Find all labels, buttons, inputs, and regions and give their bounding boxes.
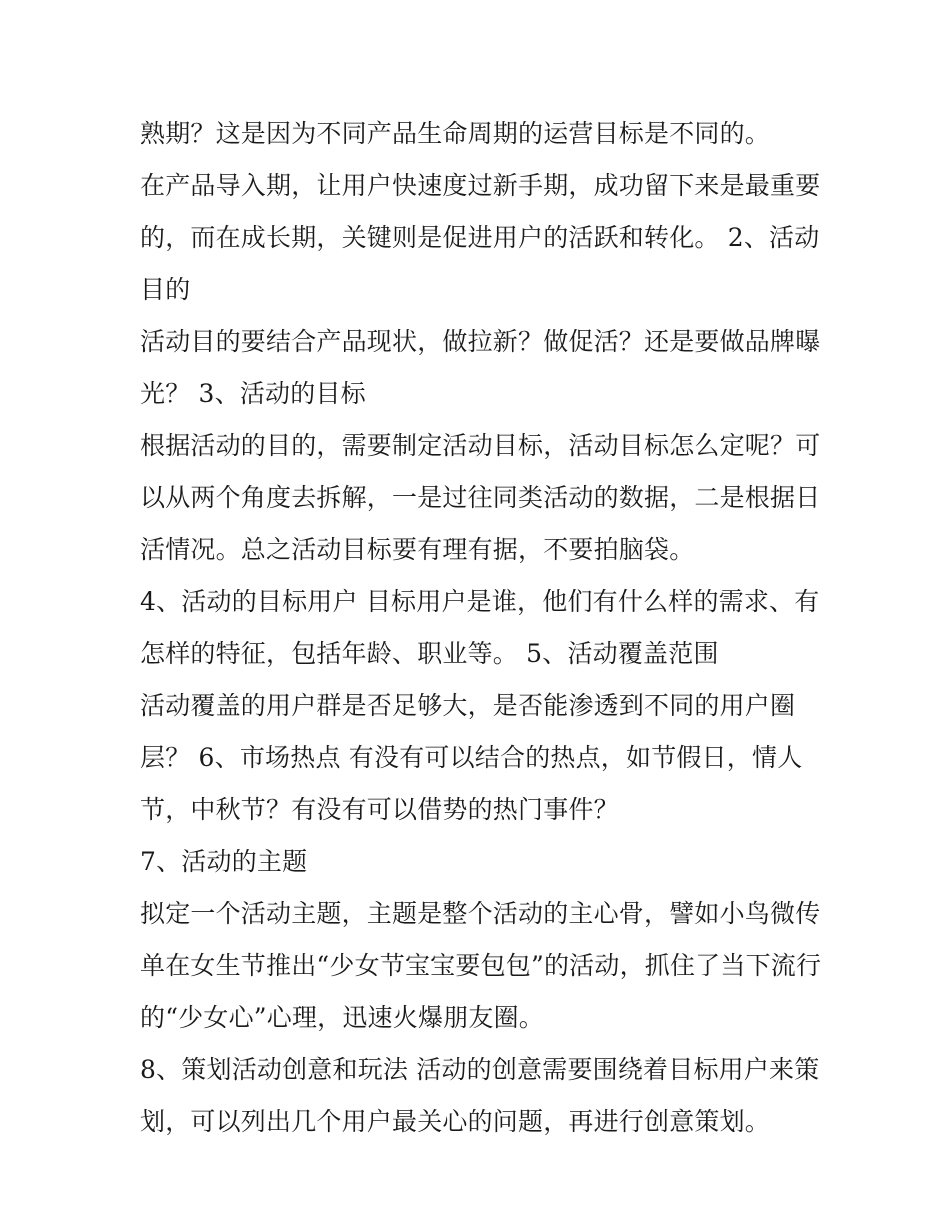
text-line: 在产品导入期，让用户快速度过新手期，成功留下来是最重要 [140,171,821,200]
text-line: 根据活动的目的，需要制定活动目标，活动目标怎么定呢？可 [140,431,821,460]
text-line: 的“少女心”心理，迅速火爆朋友圈。 [140,1003,544,1032]
text-line: 活动覆盖的用户群是否足够大，是否能渗透到不同的用户圈 [140,691,796,720]
text-line: 光？ 3、活动的目标 [140,379,366,408]
text-line: 熟期？这是因为不同产品生命周期的运营目标是不同的。 [140,119,771,148]
text-line: 层？ 6、市场热点 有没有可以结合的热点，如节假日，情人 [140,743,803,772]
text-line: 单在女生节推出“少女节宝宝要包包”的活动，抓住了当下流行 [140,951,822,980]
text-line: 4、活动的目标用户 目标用户是谁，他们有什么样的需求、有 [140,587,820,616]
text-line: 7、活动的主题 [140,847,308,876]
text-line: 怎样的特征，包括年龄、职业等。 5、活动覆盖范围 [140,639,719,668]
text-line: 的，而在成长期，关键则是促进用户的活跃和转化。 2、活动 [140,223,820,252]
text-line: 拟定一个活动主题，主题是整个活动的主心骨，譬如小鸟微传 [140,899,821,928]
text-line: 8、策划活动创意和玩法 活动的创意需要围绕着目标用户来策 [140,1055,820,1084]
text-line: 活动目的要结合产品现状，做拉新？做促活？还是要做品牌曝 [140,327,821,356]
text-line: 以从两个角度去拆解，一是过往同类活动的数据，二是根据日 [140,483,821,512]
body-text [140,108,830,1148]
text-line: 节，中秋节？有没有可以借势的热门事件？ [140,795,619,824]
text-line: 目的 [140,275,191,304]
text-line: 划，可以列出几个用户最关心的问题，再进行创意策划。 [140,1107,771,1136]
text-line: 活情况。总之活动目标要有理有据，不要拍脑袋。 [140,535,695,564]
